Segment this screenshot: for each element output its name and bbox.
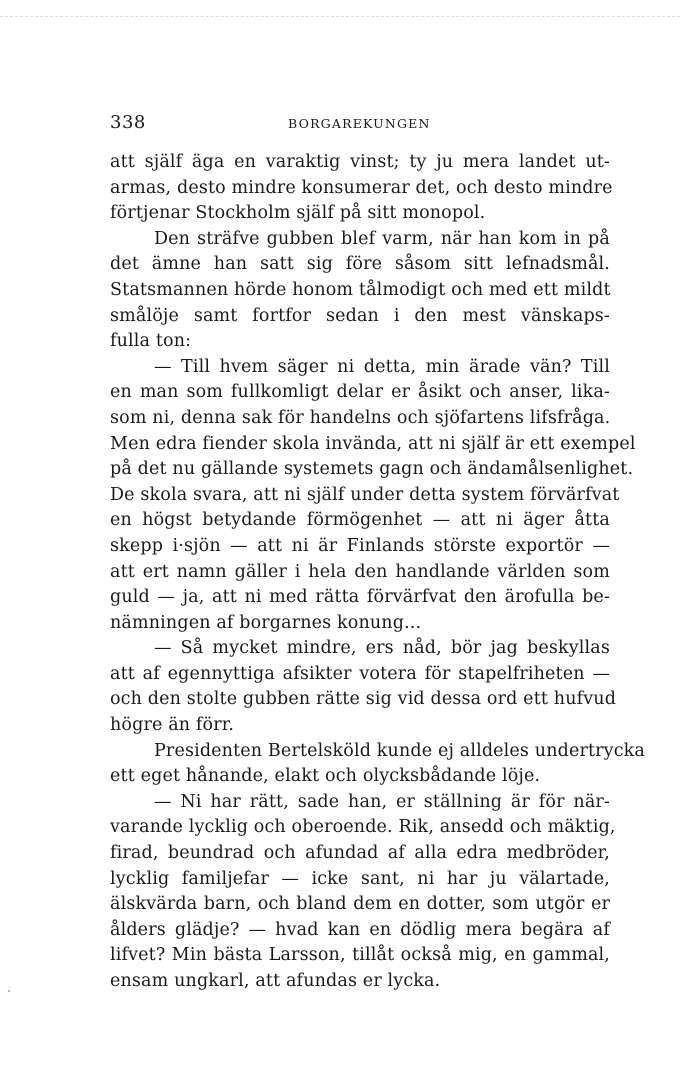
text-line: högre än förr. [110,715,235,736]
text-line: — Så mycket mindre, ers nåd, bör jag beskyllas [154,638,610,659]
text-line: Presidenten Bertelsköld kunde ej alldeles undertrycka [154,740,646,761]
margin-speck [8,990,10,992]
text-line: att af egennyttiga afsikter votera för stapelfriheten — [110,663,610,684]
text-line: — Till hvem säger ni detta, min ärade vän? Till [154,356,610,377]
text-line: nämningen af borgarnes konung... [110,612,422,633]
text-line: Statsmannen hörde honom tålmodigt och med ett mildt [110,279,611,300]
text-line: ensam ungkarl, att afundas er lycka. [110,971,441,991]
text-line: det ämne han satt sig före såsom sitt lefnadsmål. [110,254,610,275]
text-line: lifvet? Min bästa Larsson, tillåt också mig, en gammal, [110,945,610,966]
text-line: en högst betydande förmögenhet — att ni äger åtta [110,510,610,531]
text-line: smålöje samt fortfor sedan i den mest vänskaps- [110,305,610,326]
text-line: att själf äga en varaktig vinst; ty ju mera landet ut- [110,152,610,172]
running-head: BORGAREKUNGEN [288,116,431,131]
text-line: ett eget hånande, elakt och olycksbådande löje. [110,766,541,787]
text-line: att ert namn gäller i hela den handlande världen som [110,561,610,582]
page-number: 338 [110,112,146,133]
text-line: firad, beundrad och afundad af alla edra medbröder, [110,843,610,864]
text-line: Den sträfve gubben blef varm, när han kom in på [154,228,610,249]
text-line: älskvärda barn, och bland dem en dotter, som utgör er [110,894,610,915]
text-line: lycklig familjefar — icke sant, ni har ju välartade, [110,868,610,889]
text-line: De skola svara, att ni själf under detta system förvärfvat [110,484,620,505]
text-line: och den stolte gubben rätte sig vid dessa ord ett hufvud [110,689,617,710]
text-line: skepp i·sjön — att ni är Finlands störste exportör — [110,535,610,556]
text-line: guld — ja, att ni med rätta förvärfvat den ärofulla be- [110,587,610,608]
text-line: armas, desto mindre konsumerar det, och desto mindre [110,177,613,198]
page-header [110,112,610,138]
text-line: en man som fullkomligt delar er åsikt och anser, lika- [110,382,610,403]
text-line: varande lycklig och oberoende. Rik, ansedd och mäktig, [110,817,616,838]
text-line: förtjenar Stockholm själf på sitt monopol. [110,203,486,224]
text-line: — Ni har rätt, sade han, er ställning är för när- [154,791,610,812]
body-text [110,150,646,995]
text-line: som ni, denna sak för handelns och sjöfartens lifsfråga. [110,407,611,428]
text-line: Men edra fiender skola invända, att ni själf är ett exempel [110,433,636,454]
scan-edge-line [0,16,680,17]
text-line: ålders glädje? — hvad kan en dödlig mera begära af [110,919,610,940]
text-line: fulla ton: [110,331,192,352]
text-line: på det nu gällande systemets gagn och ändamålsenlighet. [110,459,634,480]
